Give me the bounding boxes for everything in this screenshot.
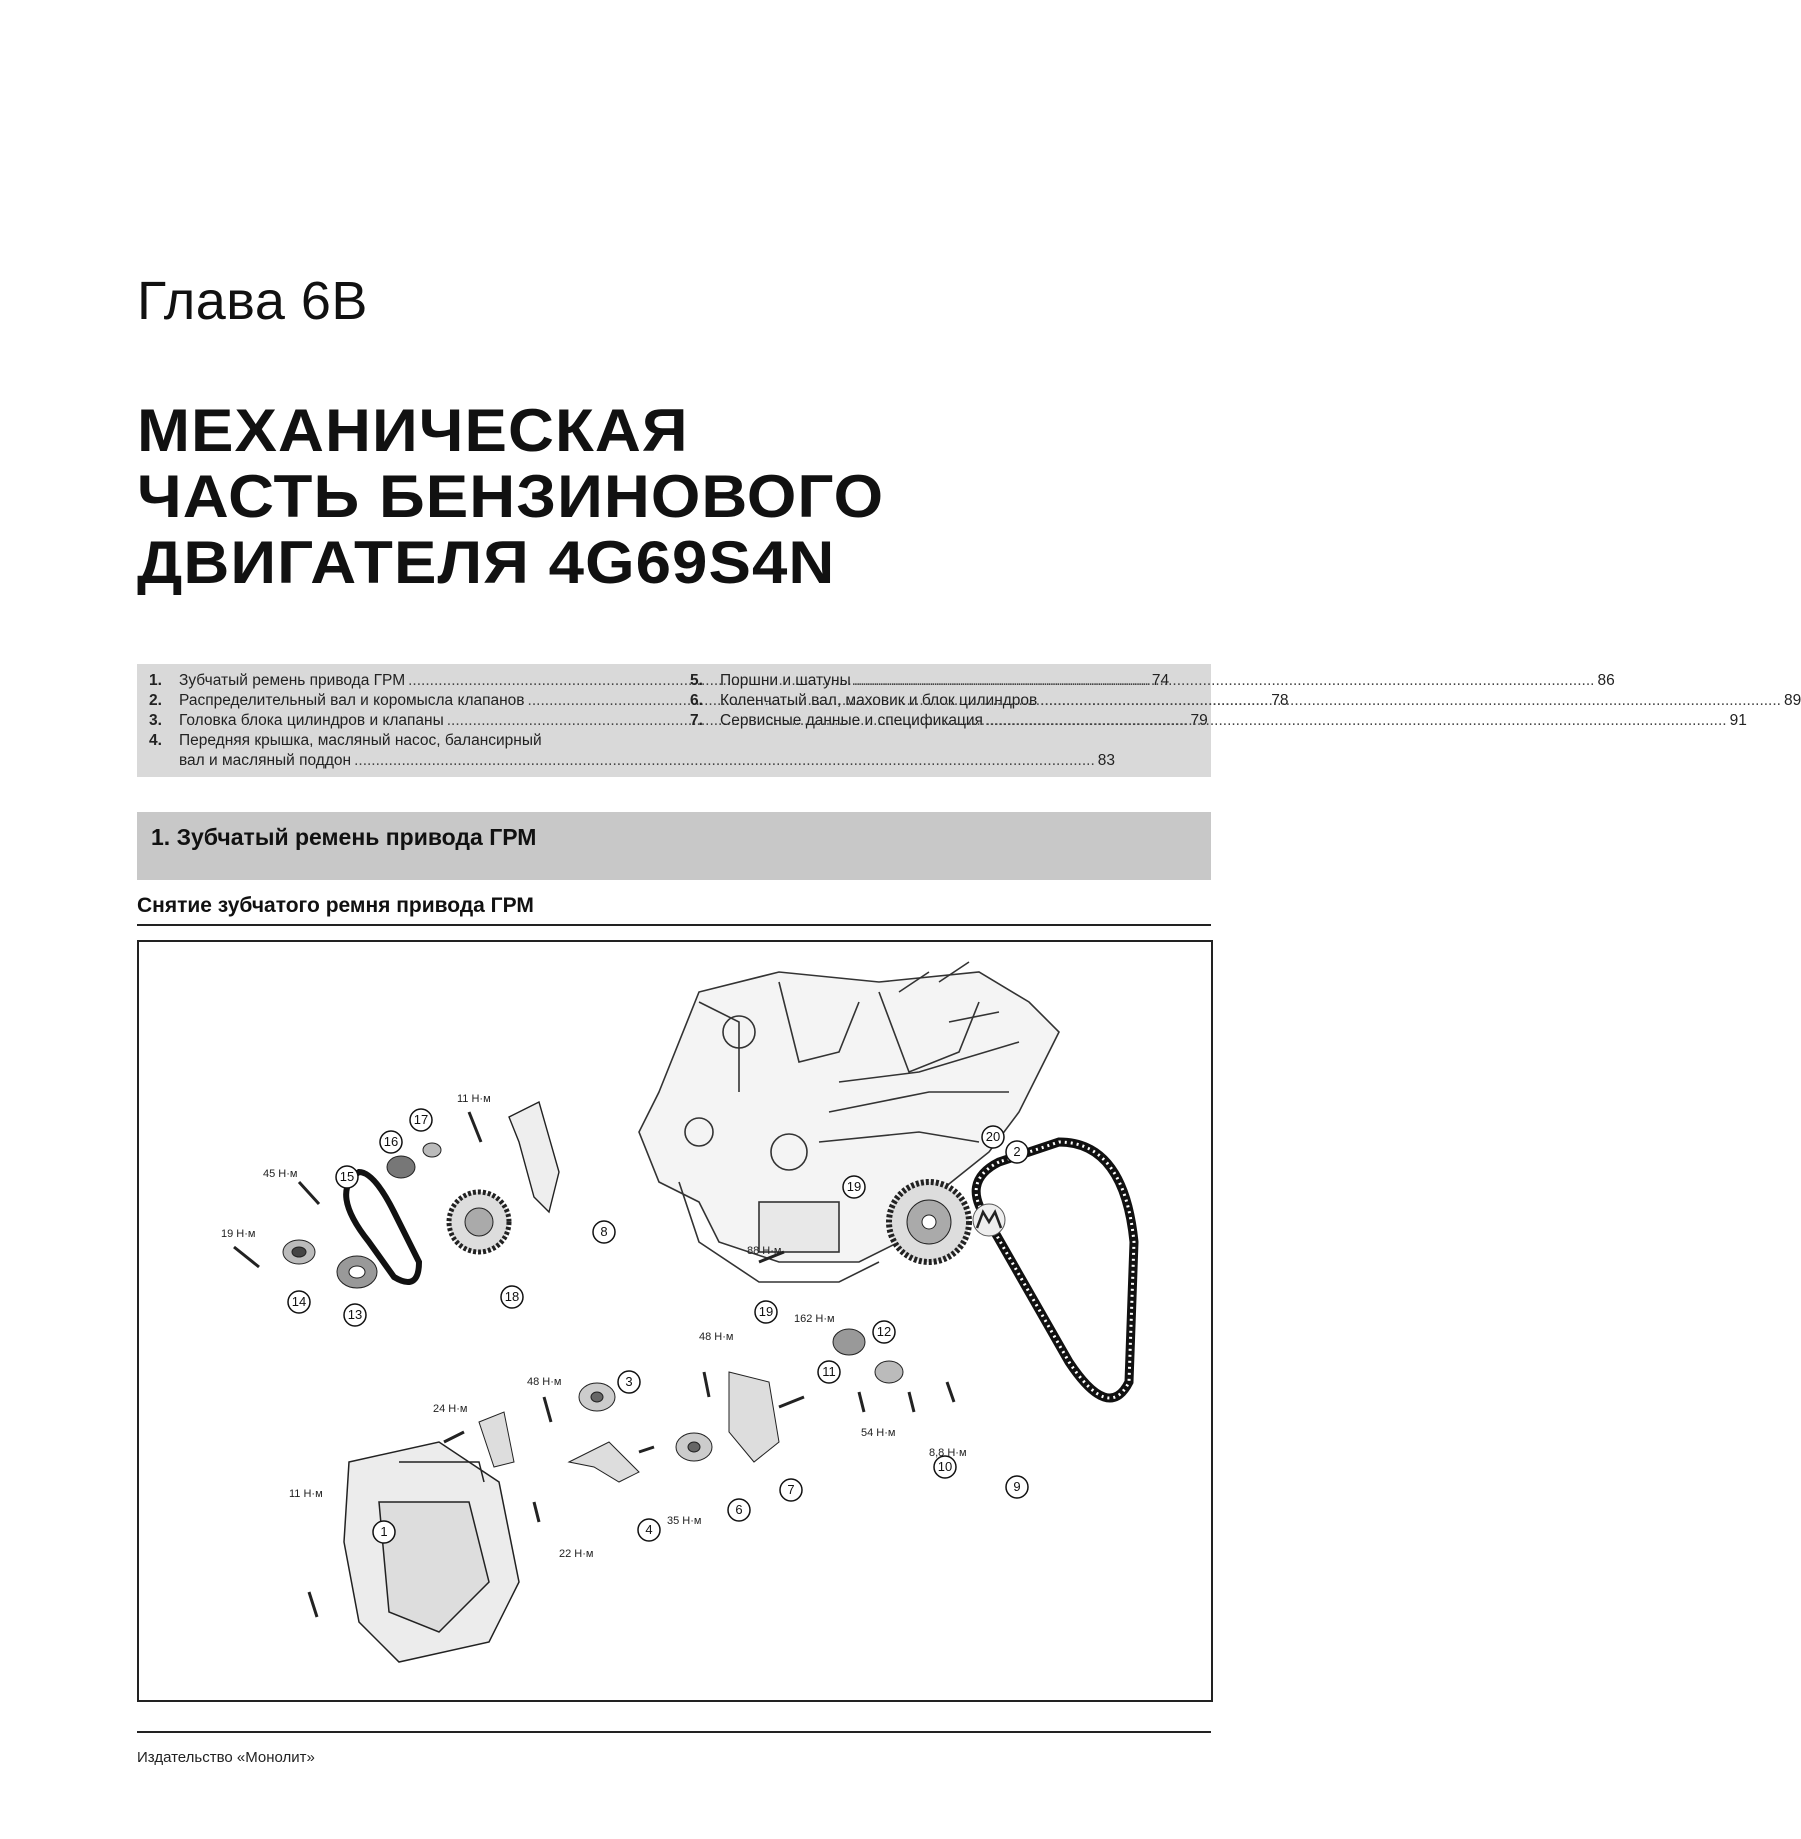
- toc-item-number: 1.: [149, 672, 162, 689]
- callout-label: 2: [1013, 1144, 1021, 1159]
- toc-item-page: 91: [1729, 712, 1747, 729]
- lever-4: [569, 1442, 639, 1482]
- idler-6: [676, 1433, 712, 1461]
- toc-item-title: Головка блока цилиндров и клапаны: [179, 712, 444, 729]
- torque-label: 54 Н·м: [861, 1427, 896, 1439]
- pulley-17: [423, 1143, 441, 1157]
- pulley-16: [387, 1156, 415, 1178]
- callout-label: 9: [1013, 1479, 1021, 1494]
- toc-item-title: Зубчатый ремень привода ГРМ: [179, 672, 406, 689]
- callout-label: 8: [600, 1224, 608, 1239]
- table-of-contents: [137, 664, 1801, 777]
- chapter-label: Глава 6В: [137, 271, 368, 331]
- torque-label: 22 Н·м: [559, 1548, 594, 1560]
- toc-item-title: Передняя крышка, масляный насос, балансирный: [179, 732, 542, 749]
- divider: [137, 924, 1211, 926]
- toc-item-title: Поршни и шатуны: [720, 672, 851, 689]
- section-header: [137, 812, 1211, 880]
- sprocket-18: [449, 1192, 509, 1252]
- toc-item[interactable]: [149, 731, 659, 751]
- section-title: 1. Зубчатый ремень привода ГРМ: [151, 824, 537, 850]
- torque-label: 8,8 Н·м: [929, 1447, 967, 1459]
- exploded-diagram: [137, 940, 1213, 1702]
- toc-item-page: 83: [1097, 752, 1116, 769]
- torque-label: 11 Н·м: [457, 1093, 491, 1105]
- toc-item-page: 89: [1783, 692, 1801, 709]
- toc-item-title: Распределительный вал и коромысла клапанов: [179, 692, 525, 709]
- callout-label: 19: [758, 1304, 774, 1319]
- callout-label: 4: [645, 1522, 653, 1537]
- toc-item-number: 2.: [149, 692, 162, 709]
- callout-label: 7: [787, 1482, 795, 1497]
- callout-label: 19: [846, 1179, 862, 1194]
- toc-item-page: 86: [1597, 672, 1615, 689]
- front-cover-1: [344, 1442, 519, 1662]
- callout-label: 14: [291, 1294, 307, 1309]
- publisher-footer: Издательство «Монолит»: [137, 1749, 315, 1766]
- washer-13: [337, 1256, 377, 1288]
- pulley-10: [875, 1361, 903, 1383]
- callout-label: 12: [876, 1324, 892, 1339]
- torque-label: 35 Н·м: [667, 1515, 702, 1527]
- torque-label: 48 Н·м: [699, 1331, 734, 1343]
- callout-label: 17: [413, 1112, 429, 1127]
- callout-label: 16: [383, 1134, 399, 1149]
- footer-divider: [137, 1731, 1211, 1733]
- callout-label: 3: [625, 1374, 633, 1389]
- toc-item-number: 6.: [690, 692, 703, 709]
- callout-label: 20: [985, 1129, 1001, 1144]
- toc-item-number: 4.: [149, 732, 162, 749]
- callout-label: 18: [504, 1289, 520, 1304]
- callout-label: 1: [380, 1524, 388, 1539]
- toc-item-continuation[interactable]: [149, 751, 1116, 771]
- torque-label: 19 Н·м: [221, 1228, 256, 1240]
- toc-item-page: 74: [1151, 672, 1170, 689]
- torque-label: 162 Н·м: [794, 1313, 835, 1325]
- toc-item-page: 79: [1190, 712, 1208, 729]
- chapter-title-line-3: ДВИГАТЕЛЯ 4G69S4N: [137, 529, 836, 596]
- subsection-title: Снятие зубчатого ремня привода ГРМ: [137, 894, 534, 917]
- timing-belt-2: [976, 1142, 1134, 1398]
- callout-label: 13: [347, 1307, 363, 1322]
- tensioner-arm: [479, 1412, 514, 1467]
- sprocket-20: [889, 1182, 969, 1262]
- bracket-8: [509, 1102, 559, 1212]
- bracket-7: [729, 1372, 779, 1462]
- callout-label: 6: [735, 1502, 743, 1517]
- toc-item-title-cont: вал и масляный поддон: [179, 752, 352, 769]
- toc-item-title: Коленчатый вал, маховик и блок цилиндров: [720, 692, 1038, 709]
- toc-item[interactable]: [690, 711, 1747, 731]
- callout-label: 10: [937, 1459, 953, 1474]
- tensioner-3: [579, 1383, 615, 1411]
- toc-item-title: Сервисные данные и спецификация: [720, 712, 983, 729]
- torque-label: 11 Н·м: [289, 1488, 323, 1500]
- chapter-title-line-2: ЧАСТЬ БЕНЗИНОВОГО: [137, 463, 885, 530]
- callout-label: 15: [339, 1169, 355, 1184]
- timing-belt-diagram: [139, 942, 1211, 1700]
- torque-label: 45 Н·м: [263, 1168, 298, 1180]
- torque-label: 88 Н·м: [747, 1245, 782, 1257]
- toc-item-number: 5.: [690, 672, 703, 689]
- publisher-logo-icon: [973, 1204, 1005, 1236]
- pulley-12: [833, 1329, 865, 1355]
- toc-item-number: 3.: [149, 712, 162, 729]
- torque-label: 24 Н·м: [433, 1403, 468, 1415]
- chapter-title-line-1: МЕХАНИЧЕСКАЯ: [137, 397, 689, 464]
- chapter-title: [137, 398, 884, 596]
- torque-label: 48 Н·м: [527, 1376, 562, 1388]
- toc-item[interactable]: [690, 671, 1615, 691]
- toc-item-number: 7.: [690, 712, 703, 729]
- pulley-14: [283, 1240, 315, 1264]
- toc-item-page: 78: [1271, 692, 1289, 709]
- callout-label: 11: [822, 1364, 836, 1379]
